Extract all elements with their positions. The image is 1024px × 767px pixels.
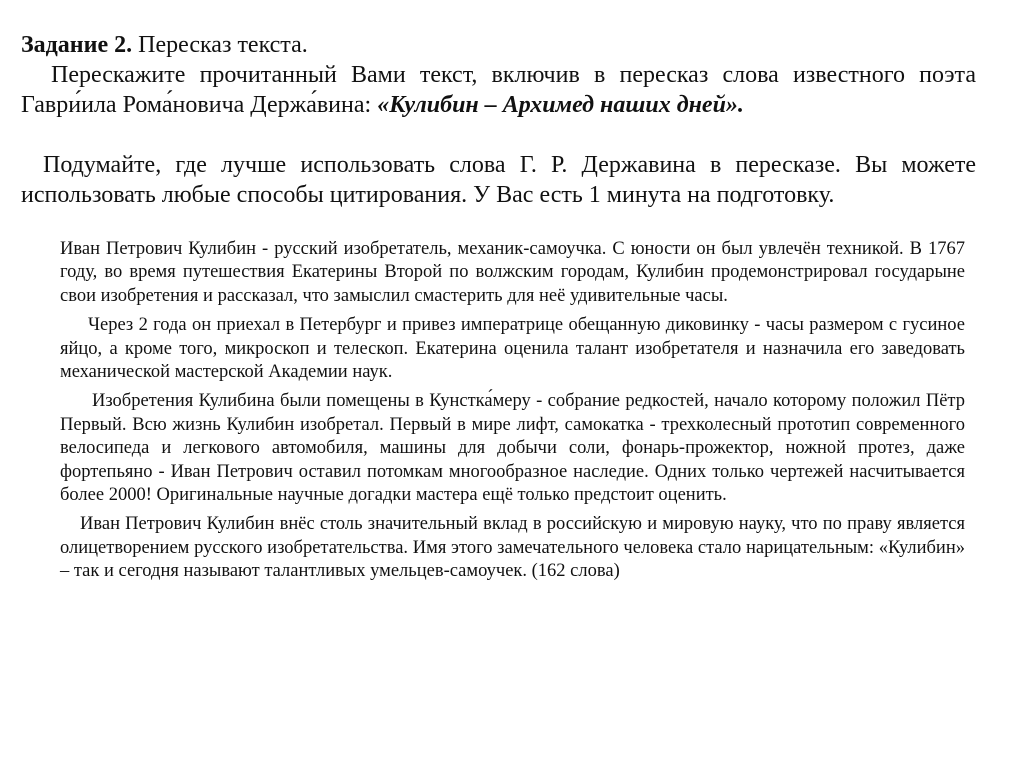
task-title: Пересказ текста. <box>132 32 308 58</box>
story-paragraph-1: Иван Петрович Кулибин - русский изобретатель, механик-самоучка. С юности он был увлечён техникой. В 1767 году, во время путешествия Екатерины Второй по волжским городам, Кулибин продемонстрировал государыне свои изобретения и рассказал, что замыслил смастерить для неё удивительные часы. <box>60 239 965 306</box>
task-instruction-text: Перескажите прочитанный Вами текст, включив в пересказ слова известного поэта Гаври́ила Рома́новича Держа́вина: <box>21 62 976 118</box>
story-paragraph-4: Иван Петрович Кулибин внёс столь значительный вклад в российскую и мировую науку, что по праву является олицетворением русского изобретательства. Имя этого замечательного человека стало нарицательным: «Кулибин» – так и сегодня называют талантливых умельцев-самоучек. (162 слова) <box>60 514 965 582</box>
spacer <box>21 120 976 150</box>
task-instruction <box>21 60 976 120</box>
task-advice: Подумайте, где лучше использовать слова Г. Р. Державина в пересказе. Вы можете использовать любые способы цитирования. У Вас есть 1 минута на подготовку. <box>21 152 976 208</box>
story-paragraph-3: Изобретения Кулибина были помещены в Кунстка́меру - собрание редкостей, начало которому положил Пётр Первый. Всю жизнь Кулибин изобретал. Первый в мире лифт, самокатка - трехколесный прототип современного велосипеда и легкового автомобиля, машины для добычи соли, фонарь-прожектор, ножной протез, даже фортепьяно - Иван Петрович оставил потомкам многообразное наследие. Одних только чертежей насчитывается более 2000! Оригинальные научные догадки мастера ещё только предстоит оценить. <box>60 391 965 506</box>
story-paragraph-2: Через 2 года он приехал в Петербург и привез императрице обещанную диковинку - часы размером с гусиное яйцо, а кроме того, микроскоп и телескоп. Екатерина оценила талант изобретателя и назначила его заведовать механической мастерской Академии наук. <box>60 315 965 383</box>
task-heading <box>21 30 976 60</box>
task-label: Задание 2. <box>21 32 133 58</box>
task-block <box>21 30 976 210</box>
story-text <box>60 238 965 584</box>
derzhavin-quote: «Кулибин – Архимед наших дней». <box>377 92 744 118</box>
